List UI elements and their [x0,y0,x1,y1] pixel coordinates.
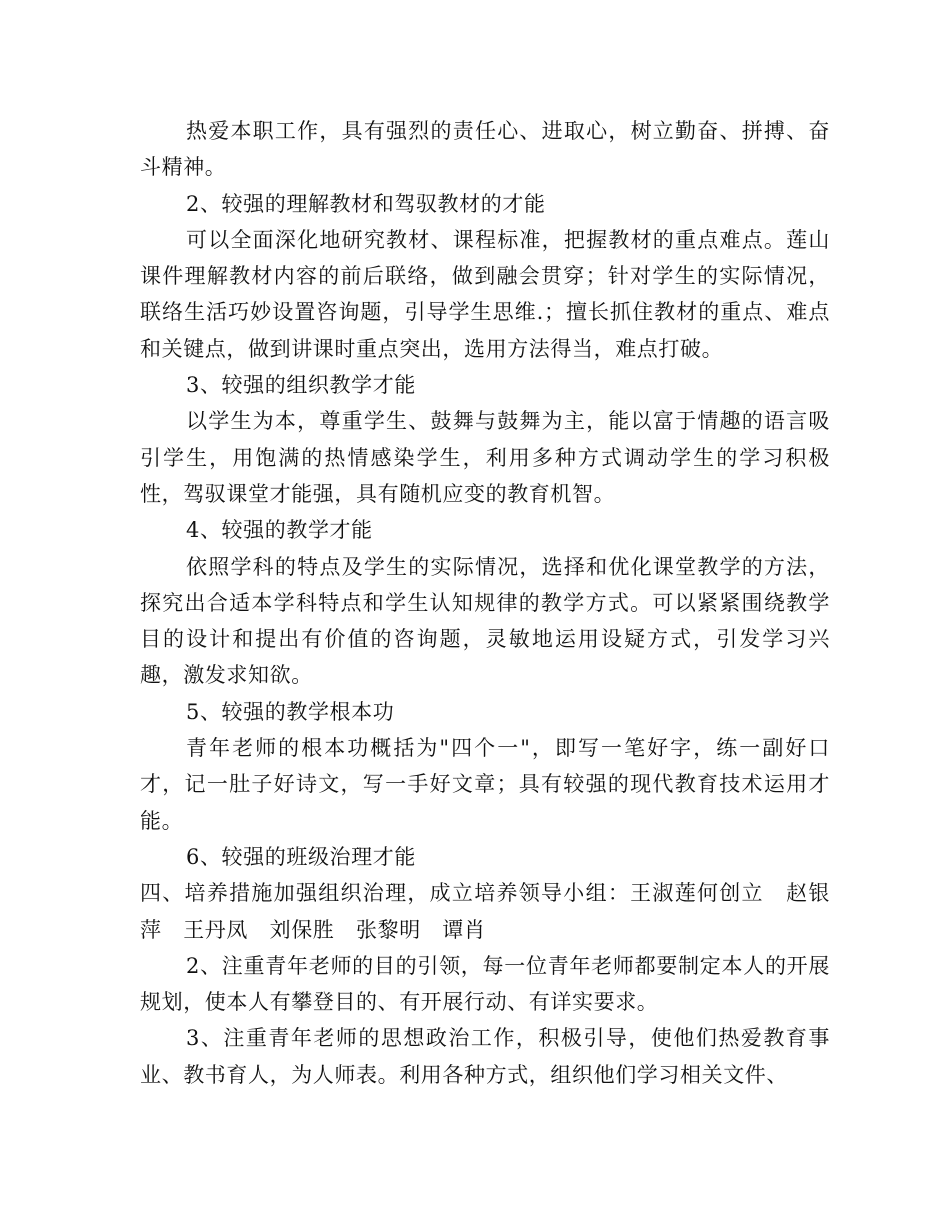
heading-teaching-ability: 4、较强的教学才能 [186,518,373,543]
heading-organization-ability: 3、较强的组织教学才能 [186,373,416,398]
paragraph-goal-guidance: 2、注重青年老师的目的引领，每一位青年老师都要制定本人的开展规划，使本人有攀登目的、有开展行动、有详实要求。 [140,953,830,1015]
paragraph-political-work: 3、注重青年老师的思想政治工作，积极引导，使他们热爱教育事业、教书育人，为人师表。利用各种方式，组织他们学习相关文件、 [140,1026,830,1087]
paragraph-training-measures: 四、培养措施加强组织治理，成立培养领导小组：王淑莲何创立 赵银萍 王丹凤 刘保胜 张黎明 谭肖 [140,881,830,942]
paragraph-work-attitude: 热爱本职工作，具有强烈的责任心、进取心，树立勤奋、拼搏、奋斗精神。 [140,119,830,180]
heading-class-management: 6、较强的班级治理才能 [186,844,416,869]
heading-textbook-ability: 2、较强的理解教材和驾驭教材的才能 [186,191,546,216]
heading-basic-skills: 5、较强的教学根本功 [186,699,395,724]
paragraph-organization-ability: 以学生为本，尊重学生、鼓舞与鼓舞为主，能以富于情趣的语言吸引学生，用饱满的热情感染学生，利用多种方式调动学生的学习积极性，驾驭课堂才能强，具有随机应变的教育机智。 [140,409,830,506]
paragraph-textbook-ability: 可以全面深化地研究教材、课程标准，把握教材的重点难点。莲山课件理解教材内容的前后联络，做到融会贯穿；针对学生的实际情况，联络生活巧妙设置咨询题，引导学生思维.；擅长抓住教材的重点、难点和关键点，做到讲课时重点突出，选用方法得当，难点打破。 [140,227,830,361]
document-body [140,113,830,1093]
paragraph-basic-skills: 青年老师的根本功概括为"四个一"，即写一笔好字，练一副好口才，记一肚子好诗文，写一手好文章；具有较强的现代教育技术运用才能。 [140,736,830,833]
paragraph-teaching-ability: 依照学科的特点及学生的实际情况，选择和优化课堂教学的方法，探究出合适本学科特点和学生认知规律的教学方式。可以紧紧围绕教学目的设计和提出有价值的咨询题，灵敏地运用设疑方式，引发学习兴趣，激发求知欲。 [140,554,830,688]
